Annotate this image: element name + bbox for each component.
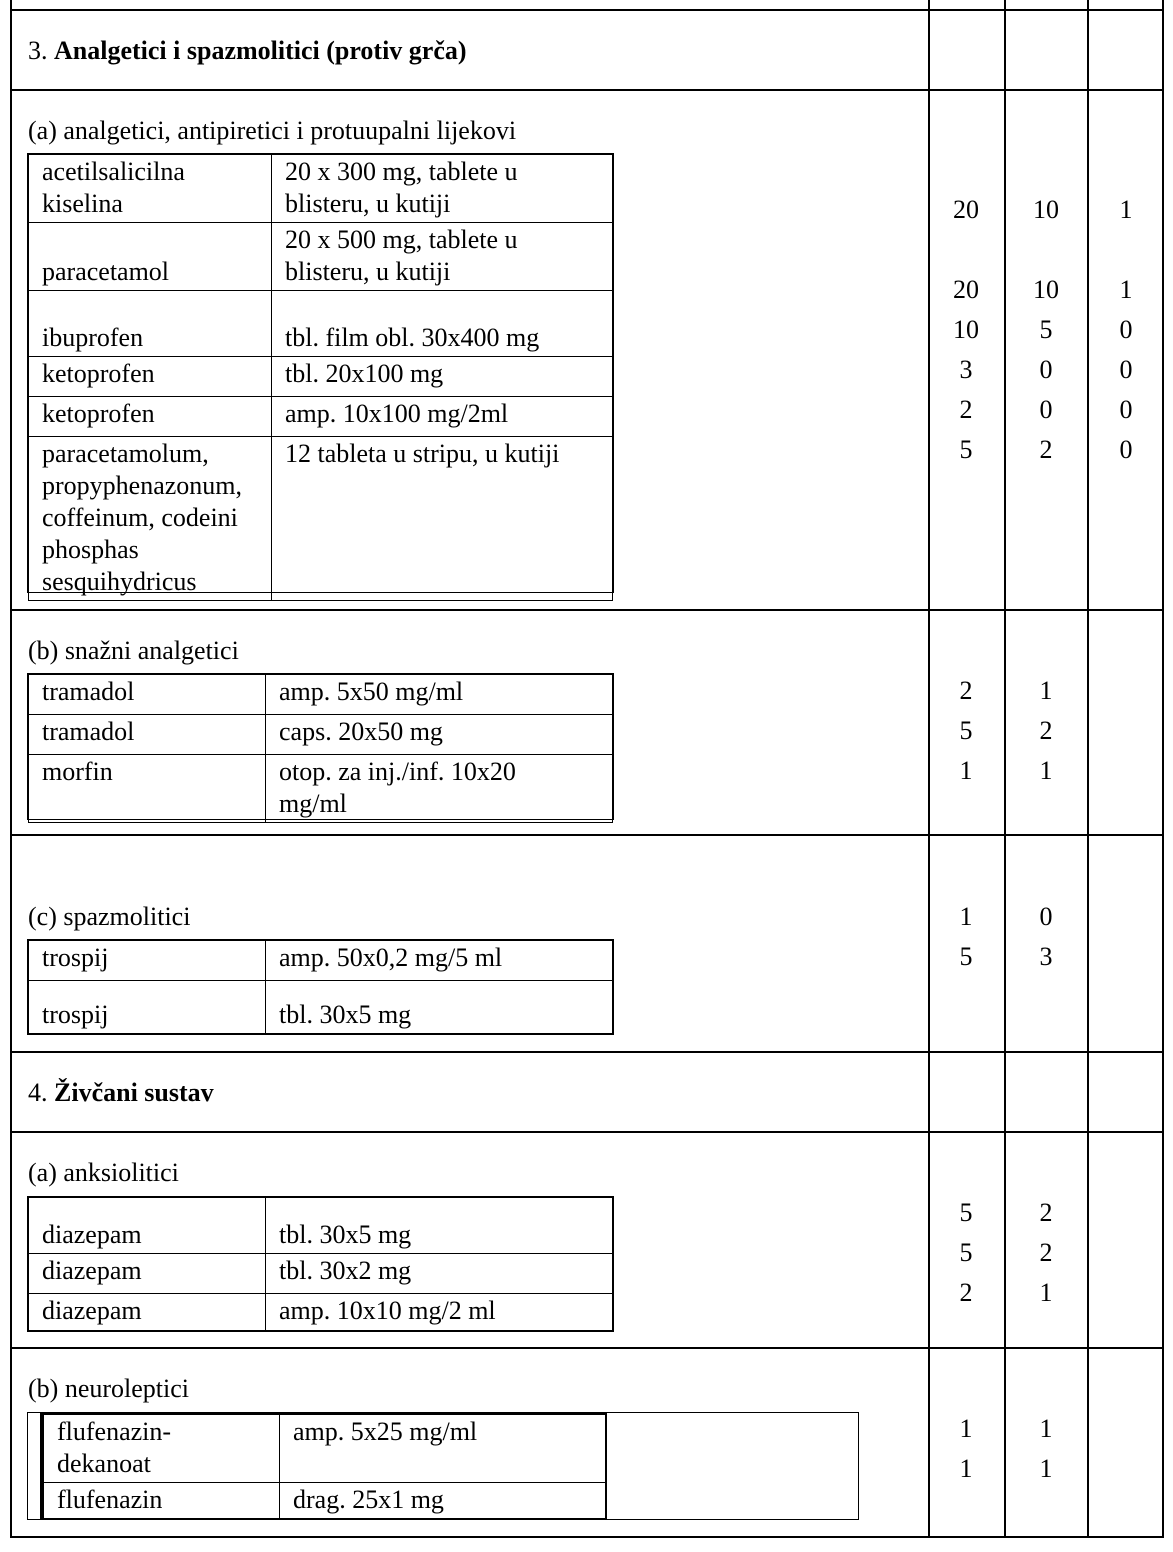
quantity-cell: 1 bbox=[1119, 275, 1133, 304]
medicine-form: 20 x 300 mg, tablete u blisteru, u kutiji bbox=[272, 155, 613, 223]
quantity-cell: 1 bbox=[959, 902, 973, 931]
medicine-form: caps. 20x50 mg bbox=[266, 715, 613, 755]
row-separator bbox=[10, 1536, 1164, 1538]
quantity-cell: 0 bbox=[1119, 395, 1133, 424]
medicine-form: amp. 50x0,2 mg/5 ml bbox=[266, 941, 613, 981]
quantity-cell: 0 bbox=[1119, 315, 1133, 344]
section-title: Analgetici i spazmolitici (protiv grča) bbox=[54, 36, 467, 65]
medicine-form: tbl. 30x5 mg bbox=[266, 981, 613, 1034]
quantity-cell: 1 bbox=[1039, 676, 1053, 705]
quantity-cell: 5 bbox=[959, 435, 973, 464]
quantity-cell: 2 bbox=[959, 676, 973, 705]
frame-right-border bbox=[1162, 0, 1164, 1538]
quantity-cell: 0 bbox=[1039, 902, 1053, 931]
medicine-name: tramadol bbox=[29, 675, 266, 715]
medicine-form: amp. 10x100 mg/2ml bbox=[272, 397, 613, 437]
quantity-cell: 5 bbox=[1039, 315, 1053, 344]
row-separator bbox=[10, 834, 1164, 836]
medicine-name: ketoprofen bbox=[29, 397, 272, 437]
medicine-form: amp. 10x10 mg/2 ml bbox=[266, 1294, 613, 1331]
frame-col2-border bbox=[1004, 0, 1006, 1538]
quantity-cell: 2 bbox=[1039, 1198, 1053, 1227]
medicine-name: flufenazin bbox=[44, 1483, 280, 1519]
frame-col1-border bbox=[928, 0, 930, 1538]
quantity-cell: 0 bbox=[1039, 395, 1053, 424]
medicine-form: tbl. 30x5 mg bbox=[266, 1198, 613, 1254]
quantity-cell: 0 bbox=[1119, 355, 1133, 384]
medicine-table bbox=[27, 673, 614, 820]
quantity-cell: 2 bbox=[1039, 435, 1053, 464]
subsection-label: (b) neuroleptici bbox=[28, 1374, 189, 1403]
medicine-name: flufenazin-dekanoat bbox=[44, 1415, 280, 1483]
medicine-name: tramadol bbox=[29, 715, 266, 755]
row-separator bbox=[10, 609, 1164, 611]
quantity-cell: 0 bbox=[1039, 355, 1053, 384]
quantity-cell: 20 bbox=[953, 275, 979, 304]
medicine-name: morfin bbox=[29, 755, 266, 823]
quantity-cell: 10 bbox=[1033, 275, 1059, 304]
quantity-cell: 1 bbox=[1039, 756, 1053, 785]
subsection-label: (a) anksiolitici bbox=[28, 1158, 179, 1187]
quantity-cell: 2 bbox=[1039, 716, 1053, 745]
medicine-name: ketoprofen bbox=[29, 357, 272, 397]
section-heading bbox=[28, 1077, 214, 1109]
row-separator bbox=[10, 1051, 1164, 1053]
row-separator bbox=[10, 1347, 1164, 1349]
row-separator bbox=[10, 1131, 1164, 1133]
medicine-form: drag. 25x1 mg bbox=[280, 1483, 606, 1519]
medicine-form: otop. za inj./inf. 10x20 mg/ml bbox=[266, 755, 613, 823]
row-separator bbox=[10, 9, 1164, 11]
quantity-cell: 1 bbox=[1039, 1414, 1053, 1443]
subsection-label: (c) spazmolitici bbox=[28, 902, 191, 931]
medicine-name: trospij bbox=[29, 981, 266, 1034]
medicine-name: ibuprofen bbox=[29, 291, 272, 357]
medicine-name: diazepam bbox=[29, 1294, 266, 1331]
medicine-name: diazepam bbox=[29, 1254, 266, 1294]
frame-left-border bbox=[10, 0, 12, 1538]
row-separator bbox=[10, 89, 1164, 91]
quantity-cell: 10 bbox=[953, 315, 979, 344]
subsection-label: (b) snažni analgetici bbox=[28, 636, 239, 665]
medicine-form: amp. 5x50 mg/ml bbox=[266, 675, 613, 715]
quantity-cell: 5 bbox=[959, 1238, 973, 1267]
medicine-form: 20 x 500 mg, tablete u blisteru, u kutiji bbox=[272, 223, 613, 291]
medicine-name: trospij bbox=[29, 941, 266, 981]
medicine-name: paracetamolum, propyphenazonum, coffeinum, codeini phosphas sesquihydricus bbox=[29, 437, 272, 601]
quantity-cell: 3 bbox=[1039, 942, 1053, 971]
quantity-cell: 3 bbox=[959, 355, 973, 384]
section-number: 4. bbox=[28, 1078, 48, 1107]
quantity-cell: 5 bbox=[959, 942, 973, 971]
section-heading bbox=[28, 35, 467, 67]
subsection-label: (a) analgetici, antipiretici i protuupalni lijekovi bbox=[28, 116, 517, 145]
quantity-cell: 2 bbox=[1039, 1238, 1053, 1267]
quantity-cell: 20 bbox=[953, 195, 979, 224]
quantity-cell: 5 bbox=[959, 716, 973, 745]
medicine-form: 12 tableta u stripu, u kutiji bbox=[272, 437, 613, 601]
medicine-table bbox=[27, 1196, 614, 1332]
medicine-table bbox=[27, 939, 614, 1035]
section-number: 3. bbox=[28, 36, 48, 65]
medicine-form: amp. 5x25 mg/ml bbox=[280, 1415, 606, 1483]
section-title: Živčani sustav bbox=[54, 1078, 214, 1107]
quantity-cell: 2 bbox=[959, 395, 973, 424]
quantity-cell: 10 bbox=[1033, 195, 1059, 224]
quantity-cell: 1 bbox=[1119, 195, 1133, 224]
quantity-cell: 2 bbox=[959, 1278, 973, 1307]
medicine-table bbox=[27, 153, 614, 596]
medicine-form: tbl. 30x2 mg bbox=[266, 1254, 613, 1294]
quantity-cell: 1 bbox=[959, 1454, 973, 1483]
medicine-table bbox=[42, 1413, 607, 1519]
quantity-cell: 0 bbox=[1119, 435, 1133, 464]
medicine-form: tbl. 20x100 mg bbox=[272, 357, 613, 397]
medicine-name: diazepam bbox=[29, 1198, 266, 1254]
medicine-form: tbl. film obl. 30x400 mg bbox=[272, 291, 613, 357]
frame-col3-border bbox=[1087, 0, 1089, 1538]
quantity-cell: 5 bbox=[959, 1198, 973, 1227]
quantity-cell: 1 bbox=[1039, 1454, 1053, 1483]
medicine-name: paracetamol bbox=[29, 223, 272, 291]
quantity-cell: 1 bbox=[959, 756, 973, 785]
quantity-cell: 1 bbox=[959, 1414, 973, 1443]
quantity-cell: 1 bbox=[1039, 1278, 1053, 1307]
medicine-name: acetilsalicilna kiselina bbox=[29, 155, 272, 223]
